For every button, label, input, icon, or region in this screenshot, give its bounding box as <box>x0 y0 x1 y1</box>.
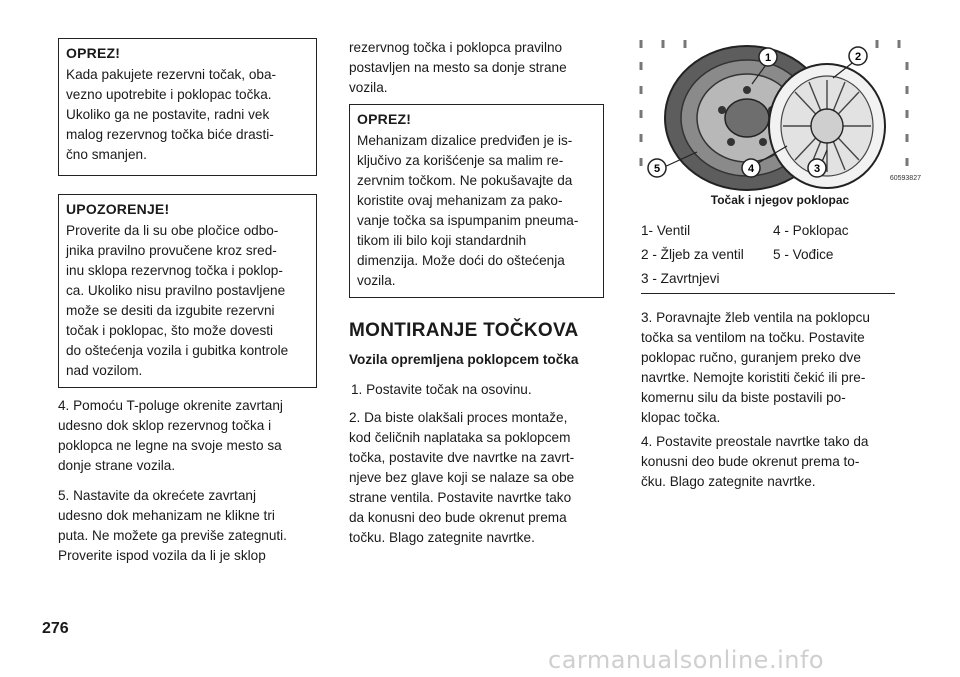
caution-line: malog rezervnog točka biće drasti- <box>66 127 274 142</box>
caution-line: Ukoliko ga ne postavite, radni vek <box>66 107 270 122</box>
warning-line: može se desiti da izgubite rezervni <box>66 303 275 318</box>
legend-item: 3 - Zavrtnjevi <box>641 271 720 286</box>
warning-line: točak i poklopac, što može dovesti <box>66 323 274 338</box>
svg-text:1: 1 <box>764 52 772 64</box>
text-line: poklopca ne legne na svoje mesto sa <box>58 438 282 453</box>
svg-text:5: 5 <box>653 163 661 175</box>
watermark: carmanualsonline.info <box>548 646 825 674</box>
section-title: MONTIRANJE TOČKOVA <box>349 320 579 341</box>
caution-box <box>58 38 317 176</box>
text-line: kod čeličnih naplataka sa poklopcem <box>349 430 571 445</box>
warning-line: jnika pravilno provučene kroz sred- <box>66 243 277 258</box>
legend-row <box>641 267 901 291</box>
text-line: komernu silu da biste postavili po- <box>641 390 846 405</box>
caution-line: tikom ili bilo koji standardnih <box>357 233 527 248</box>
caution-box-jack <box>349 104 604 298</box>
caution-line: dimenzija. Može doći do oštećenja <box>357 253 565 268</box>
text-line: vozila. <box>349 80 388 95</box>
caution-line: vanje točka sa ispumpanim pneuma- <box>357 213 579 228</box>
warning-line: ca. Ukoliko nisu pravilno postavljene <box>66 283 286 298</box>
callout-1 <box>759 48 777 66</box>
text-line: udesno dok mehanizam ne klikne tri <box>58 508 275 523</box>
text-line: rezervnog točka i poklopca pravilno <box>349 40 563 55</box>
legend-item: 2 - Žljeb za ventil <box>641 247 744 262</box>
wheel-and-cover-illustration <box>637 34 923 196</box>
text-line: 4. Pomoću T-poluge okrenite zavrtanj <box>58 398 283 413</box>
text-line: postavljen na mesto sa donje strane <box>349 60 567 75</box>
wheel-figure <box>637 34 923 196</box>
text-line: čku. Blago zategnite navrtke. <box>641 474 816 489</box>
text-line: 4. Postavite preostale navrtke tako da <box>641 434 869 449</box>
callout-5 <box>648 159 666 177</box>
caution-line: vozila. <box>357 273 396 288</box>
caution-line: zervnim točkom. Ne pokušavajte da <box>357 173 573 188</box>
callout-4 <box>742 159 760 177</box>
step-1: 1. Postavite točak na osovinu. <box>351 382 532 397</box>
callout-3 <box>808 159 826 177</box>
legend-row <box>641 243 901 267</box>
page-number: 276 <box>42 620 69 637</box>
caution-line: Mehanizam dizalice predviđen je is- <box>357 133 573 148</box>
warning-line: do oštećenja vozila i gubitka kontrole <box>66 343 289 358</box>
paragraph-step-3 <box>641 308 896 428</box>
subheading: Vozila opremljena poklopcem točka <box>349 352 579 367</box>
caution-line: čno smanjen. <box>66 147 147 162</box>
warning-line: inu sklopa rezervnog točka i poklop- <box>66 263 283 278</box>
paragraph-step-4 <box>58 396 317 476</box>
caution-line: ključivo za korišćenje sa malim re- <box>357 153 564 168</box>
paragraph-step-5 <box>58 486 317 566</box>
legend-item: 1- Ventil <box>641 223 691 238</box>
text-line: udesno dok sklop rezervnog točka i <box>58 418 272 433</box>
text-line: da konusni deo bude okrenut prema <box>349 510 567 525</box>
text-line: poklopac ručno, guranjem preko dve <box>641 350 861 365</box>
svg-text:3: 3 <box>813 163 821 175</box>
continued-paragraph <box>349 38 604 98</box>
warning-line: Proverite da li su obe pločice odbo- <box>66 223 279 238</box>
paragraph-step-4b <box>641 432 896 492</box>
figure-legend <box>641 219 901 291</box>
text-line: točku. Blago zategnite navrtke. <box>349 530 535 545</box>
svg-text:2: 2 <box>854 51 862 63</box>
text-line: konusni deo bude okrenut prema to- <box>641 454 860 469</box>
caution-line: vezno upotrebite i poklopac točka. <box>66 87 272 102</box>
legend-row <box>641 219 901 243</box>
legend-item: 5 - Vođice <box>773 247 834 262</box>
text-line: navrtke. Nemojte koristiti čekić ili pre- <box>641 370 866 385</box>
caution-title: OPREZ! <box>66 45 121 61</box>
text-line: donje strane vozila. <box>58 458 176 473</box>
callout-2 <box>849 47 867 65</box>
text-line: točka, postavite dve navrtke na zavrt- <box>349 450 575 465</box>
legend-item: 4 - Poklopac <box>773 223 849 238</box>
figure-caption: Točak i njegov poklopac <box>710 193 850 207</box>
warning-title: UPOZORENJE! <box>66 201 170 217</box>
figure-code: 60593827 <box>889 175 921 182</box>
warning-line: nad vozilom. <box>66 363 143 378</box>
svg-text:4: 4 <box>747 163 755 175</box>
text-line: 5. Nastavite da okrećete zavrtanj <box>58 488 256 503</box>
text-line: Proverite ispod vozila da li je sklop <box>58 548 266 563</box>
text-line: točka sa ventilom na točku. Postavite <box>641 330 865 345</box>
text-line: njeve bez glave koji se nalaze sa obe <box>349 470 575 485</box>
text-line: puta. Ne možete ga previše zategnuti. <box>58 528 287 543</box>
caution-line: Kada pakujete rezervni točak, oba- <box>66 67 277 82</box>
caution-title: OPREZ! <box>357 111 412 127</box>
legend-divider <box>641 293 895 294</box>
caution-line: koristite ovaj mehanizam za pako- <box>357 193 563 208</box>
text-line: 3. Poravnajte žleb ventila na poklopcu <box>641 310 870 325</box>
text-line: klopac točka. <box>641 410 721 425</box>
warning-box <box>58 194 317 388</box>
text-line: strane ventila. Postavite navrtke tako <box>349 490 572 505</box>
paragraph-step-2 <box>349 408 604 548</box>
text-line: 2. Da biste olakšali proces montaže, <box>349 410 568 425</box>
